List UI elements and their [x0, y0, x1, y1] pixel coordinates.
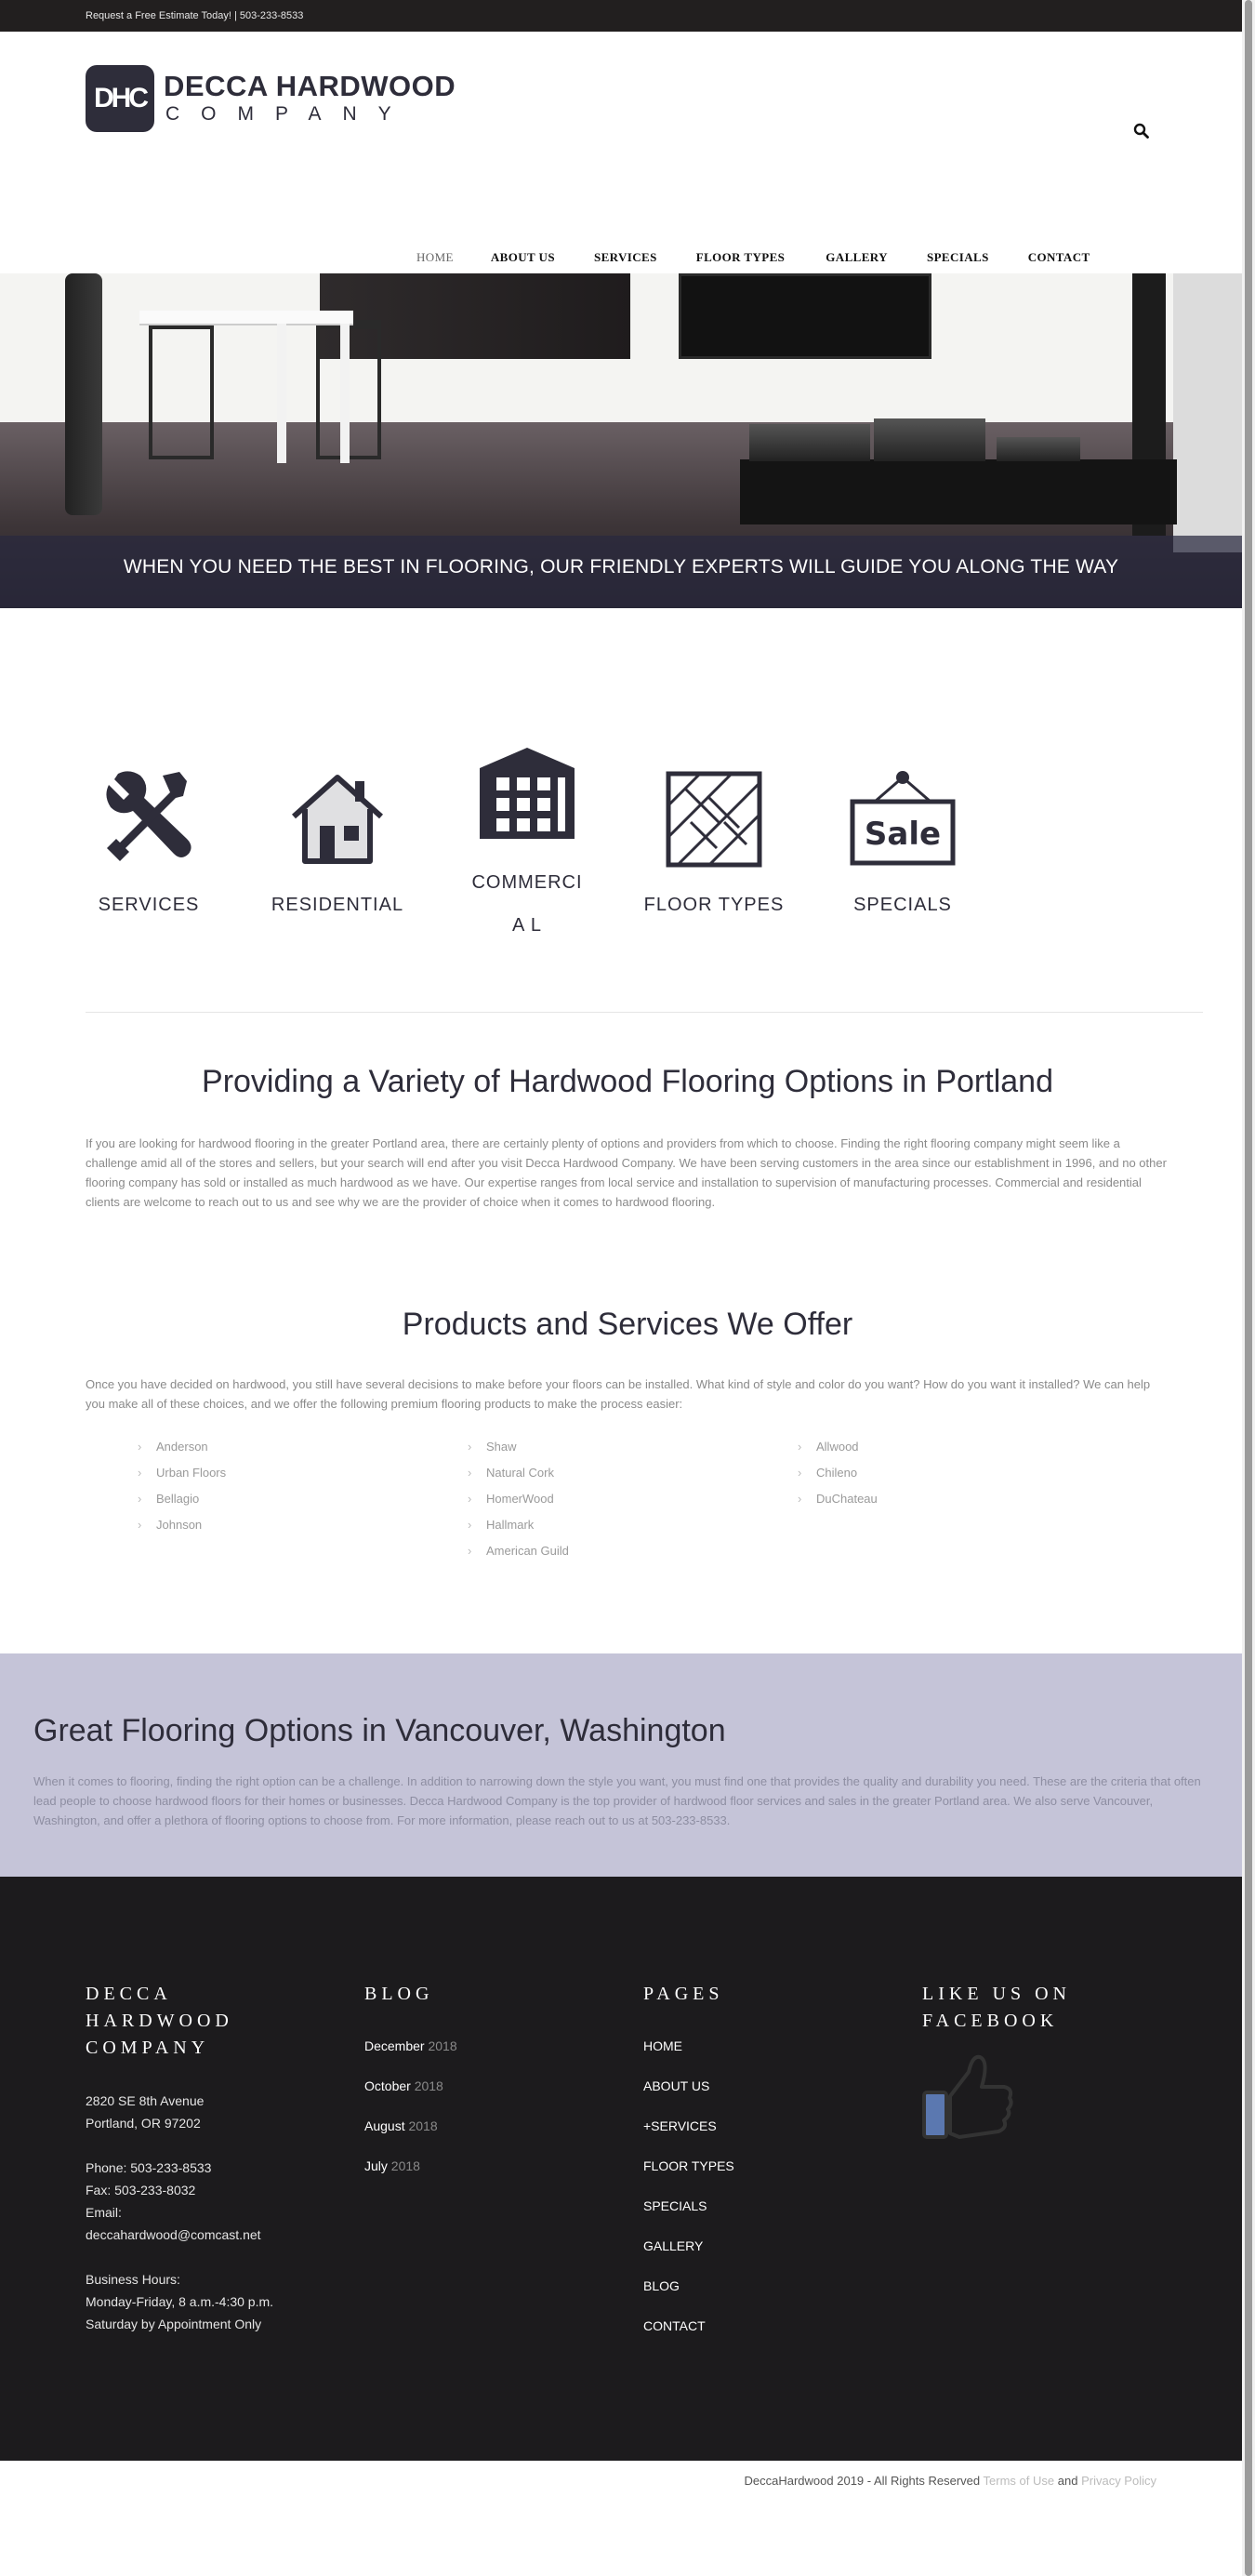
footer-facebook-heading: LIKE US ON FACEBOOK	[922, 1984, 1071, 2031]
blog-month: October	[364, 2078, 411, 2093]
scrollbar-thumb[interactable]	[1245, 0, 1252, 2576]
footer-pages	[643, 1981, 857, 2346]
footer-link-contact[interactable]: CONTACT	[643, 2318, 706, 2333]
footer-fax: Fax: 503-233-8032	[86, 2183, 196, 2198]
feature-services[interactable]	[74, 768, 223, 926]
footer-pages-list	[643, 2026, 857, 2346]
footer-address1: 2820 SE 8th Avenue	[86, 2093, 205, 2108]
privacy-link[interactable]: Privacy Policy	[1081, 2474, 1156, 2488]
blog-archive-link[interactable]	[364, 2026, 578, 2066]
vancouver-band	[0, 1653, 1242, 1877]
list-item: › Hallmark	[468, 1512, 798, 1538]
blog-archive-link[interactable]	[364, 2106, 578, 2146]
list-item: › Bellagio	[138, 1486, 468, 1512]
vancouver-text: When it comes to flooring, finding the right option can be a challenge. In addition to narrowing down the style you want, you must find one that provides the quality and durability you need. These are the criteria that often lead people to choose hardwood floors for their homes or businesses. Decca Hardwood Company is the top provider of hardwood floor services and sales in the greater Portland area. We also serve Vancouver, Washington, and offer a plethora of flooring options to choose from. For more information, please reach out to us at 503-233-8533.	[33, 1774, 1201, 1827]
product-list	[86, 1434, 1169, 1564]
product-list-col	[468, 1434, 798, 1564]
footer-company-heading: DECCA HARDWOOD COMPANY	[86, 1984, 233, 2058]
blog-year: 2018	[428, 2038, 457, 2053]
blog-archive-link[interactable]	[364, 2066, 578, 2106]
list-item: › Shaw	[468, 1434, 798, 1460]
house-icon	[286, 768, 389, 870]
footer-link-floor-types[interactable]: FLOOR TYPES	[643, 2158, 734, 2173]
nav-contact[interactable]: CONTACT	[1027, 250, 1090, 264]
list-item: › Urban Floors	[138, 1460, 468, 1486]
hero-caption: WHEN YOU NEED THE BEST IN FLOORING, OUR FRIENDLY EXPERTS WILL GUIDE YOU ALONG THE WAY	[123, 556, 1119, 578]
building-icon	[476, 746, 578, 848]
floor-tiles-icon	[663, 768, 765, 870]
hero-banner	[0, 273, 1242, 608]
facebook-like-icon[interactable]	[922, 2050, 1015, 2146]
footer-hours2: Saturday by Appointment Only	[86, 2317, 262, 2331]
hero-chair	[149, 320, 214, 459]
blog-month: July	[364, 2158, 388, 2173]
blog-month: December	[364, 2038, 425, 2053]
tools-icon	[98, 768, 200, 870]
blog-year: 2018	[414, 2078, 443, 2093]
footer-blog	[364, 1981, 578, 2186]
page-scrollbar[interactable]	[1242, 0, 1255, 2576]
variety-text: If you are looking for hardwood flooring in the greater Portland area, there are certainly plenty of options and providers from which to choose. Finding the right flooring company might seem like a challenge amid all of the stores and sellers, but your search will end after you visit Decca Hardwood Company. We have been serving customers in the area since our establishment in 1996, and no other flooring company has sold or installed as much hardwood as we have. Our expertise ranges from local service and installation to supervision of manufacturing processes. Commercial and residential clients are welcome to reach out to us and see why we are the provider of choice when it comes to hardwood flooring.	[86, 1136, 1167, 1209]
nav-services[interactable]: SERVICES	[593, 250, 657, 264]
svg-text:Sale: Sale	[864, 816, 942, 853]
hero-right-wall	[1173, 273, 1242, 552]
feature-label: RESIDENTIAL	[271, 895, 404, 915]
section-divider	[86, 1012, 1203, 1013]
feature-label: SPECIALS	[853, 895, 952, 915]
footer-link-services[interactable]: +SERVICES	[643, 2118, 717, 2133]
footer-email[interactable]: Email: deccahardwood@comcast.net	[86, 2205, 261, 2242]
hero-av-unit	[749, 424, 870, 461]
nav-about-us[interactable]: ABOUT US	[490, 250, 555, 264]
footer-link-home[interactable]: HOME	[643, 2038, 682, 2053]
list-item: › Anderson	[138, 1434, 468, 1460]
vancouver-title: Great Flooring Options in Vancouver, Washington	[33, 1713, 726, 1748]
copyright-text: DeccaHardwood 2019 - All Rights Reserved	[744, 2474, 981, 2488]
main-content	[0, 1064, 1255, 1564]
main-nav	[416, 250, 1090, 265]
footer-address2: Portland, OR 97202	[86, 2116, 201, 2131]
product-list-col	[138, 1434, 468, 1564]
blog-year: 2018	[390, 2158, 420, 2173]
estimate-text[interactable]: Request a Free Estimate Today! | 503-233-8533	[86, 10, 304, 21]
hero-tv	[679, 273, 931, 359]
hero-table	[139, 311, 353, 324]
list-item: › Allwood	[798, 1434, 1128, 1460]
hero-av-unit	[997, 437, 1080, 461]
list-item: › Natural Cork	[468, 1460, 798, 1486]
footer-link-gallery[interactable]: GALLERY	[643, 2238, 704, 2253]
feature-residential[interactable]	[263, 768, 412, 926]
logo-line2: COMPANY	[165, 103, 413, 125]
sale-sign-icon	[847, 768, 958, 870]
nav-specials[interactable]: SPECIALS	[926, 250, 989, 264]
variety-title: Providing a Variety of Hardwood Flooring Options in Portland	[202, 1064, 1053, 1099]
list-item: › HomerWood	[468, 1486, 798, 1512]
copyright-bar	[0, 2461, 1242, 2520]
site-footer	[0, 1877, 1242, 2461]
nav-floor-types[interactable]: FLOOR TYPES	[695, 250, 786, 264]
copyright-and: and	[1057, 2474, 1078, 2488]
feature-floor-types[interactable]	[640, 768, 788, 926]
footer-link-about-us[interactable]: ABOUT US	[643, 2078, 710, 2093]
hero-table-leg	[340, 324, 350, 463]
list-item: › Johnson	[138, 1512, 468, 1538]
feature-commercial[interactable]	[453, 746, 601, 947]
blog-year: 2018	[408, 2118, 438, 2133]
footer-blog-heading: BLOG	[364, 1984, 434, 2004]
footer-pages-heading: PAGES	[643, 1984, 724, 2004]
blog-archive-link[interactable]	[364, 2146, 578, 2186]
list-item: › Chileno	[798, 1460, 1128, 1486]
feature-label: COMMERCIA L	[471, 872, 583, 936]
footer-hours-label: Business Hours:	[86, 2272, 180, 2287]
hero-media-stand	[740, 459, 1177, 524]
footer-link-blog[interactable]: BLOG	[643, 2278, 680, 2293]
products-title: Products and Services We Offer	[402, 1307, 853, 1342]
hero-speaker-left	[65, 273, 102, 515]
footer-company	[86, 1981, 299, 2335]
footer-facebook	[922, 1981, 1136, 2151]
nav-gallery[interactable]: GALLERY	[826, 250, 888, 264]
feature-label: SERVICES	[98, 895, 200, 915]
logo-text	[164, 71, 456, 126]
top-bar	[0, 0, 1255, 32]
footer-link-specials[interactable]: SPECIALS	[643, 2198, 707, 2213]
blog-month: August	[364, 2118, 405, 2133]
logo-mark: DHC	[86, 65, 154, 132]
hero-table-leg	[277, 324, 286, 463]
list-item: › DuChateau	[798, 1486, 1128, 1512]
logo-line1: DECCA HARDWOOD	[164, 70, 456, 102]
blog-archive-list	[364, 2026, 578, 2186]
terms-link[interactable]: Terms of Use	[983, 2474, 1055, 2488]
feature-specials[interactable]	[828, 768, 977, 926]
products-text: Once you have decided on hardwood, you still have several decisions to make before your floors can be installed. What kind of style and color do you want? How do you want it installed? We can help you make all of these choices, and we offer the following premium flooring products to make the process easier:	[86, 1377, 1151, 1411]
feature-label: FLOOR TYPES	[643, 895, 785, 915]
footer-phone[interactable]: Phone: 503-233-8533	[86, 2160, 212, 2175]
site-header	[0, 32, 1255, 264]
nav-home[interactable]: HOME	[416, 250, 454, 264]
list-item: › American Guild	[468, 1538, 798, 1564]
site-logo[interactable]	[86, 65, 456, 132]
hero-av-unit	[874, 418, 985, 461]
feature-icons	[0, 608, 1255, 1017]
search-icon[interactable]	[1133, 123, 1150, 139]
product-list-col	[798, 1434, 1128, 1564]
footer-hours1: Monday-Friday, 8 a.m.-4:30 p.m.	[86, 2294, 274, 2309]
